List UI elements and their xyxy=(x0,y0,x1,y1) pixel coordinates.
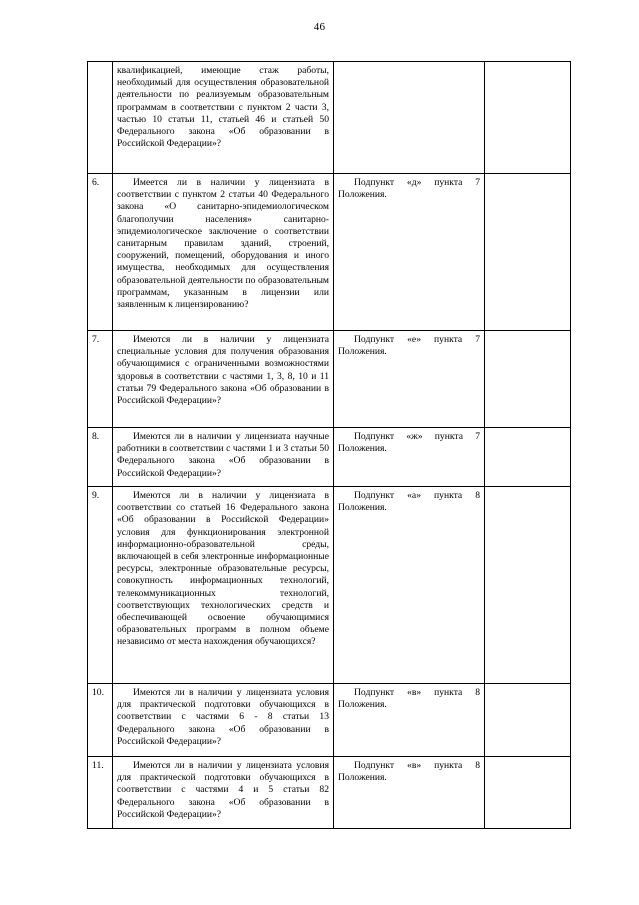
checklist-table xyxy=(87,61,571,829)
reference-text: Подпункт «в» пункта 8 Положения. xyxy=(338,760,480,784)
row-number xyxy=(88,62,113,174)
row-number: 11. xyxy=(88,757,113,829)
table-row xyxy=(88,487,571,684)
answer-cell xyxy=(485,684,571,757)
answer-cell xyxy=(485,487,571,684)
row-number: 7. xyxy=(88,331,113,428)
row-number: 6. xyxy=(88,174,113,331)
question-text: Имеются ли в наличии у лицензиата специальные условия для получения образования обучающимися с ограниченными возможностями здоровья в соответствии с частями 1, 3, 8, 10 и 11 статьи 79 Федерального закона «Об образовании в Российской Федерации»? xyxy=(117,334,329,407)
reference-cell xyxy=(334,174,485,331)
answer-cell xyxy=(485,428,571,487)
row-number: 9. xyxy=(88,487,113,684)
reference-cell xyxy=(334,331,485,428)
question-cell xyxy=(113,487,334,684)
table-row xyxy=(88,757,571,829)
question-cell xyxy=(113,331,334,428)
row-number: 8. xyxy=(88,428,113,487)
answer-cell xyxy=(485,757,571,829)
reference-text: Подпункт «в» пункта 8 Положения. xyxy=(338,687,480,711)
reference-text: Подпункт «а» пункта 8 Положения. xyxy=(338,490,480,514)
table-row xyxy=(88,62,571,174)
question-text: квалификацией, имеющие стаж работы, необходимый для осуществления образовательной деятельности по реализуемым образовательным программам в соответствии с пунктом 2 части 3, частью 10 статьи 11, статьей 46 и статьей 50 Федерального закона «Об образовании в Российской Федерации»? xyxy=(117,65,329,150)
table-row xyxy=(88,331,571,428)
reference-text: Подпункт «ж» пункта 7 Положения. xyxy=(338,431,480,455)
reference-cell xyxy=(334,428,485,487)
table-row xyxy=(88,428,571,487)
reference-cell xyxy=(334,487,485,684)
reference-cell xyxy=(334,62,485,174)
question-text: Имеется ли в наличии у лицензиата в соответствии с пунктом 2 статьи 40 Федерального закона «О санитарно-эпидемиологическом благополучии населения» санитарно-эпидемиологическое заключение о соответствии санитарным правилам зданий, строений, сооружений, помещений, оборудования и иного имущества, необходимых для осуществления образовательной деятельности по образовательным программам, указанным в лицензии или заявленным к лицензированию? xyxy=(117,177,329,311)
question-text: Имеются ли в наличии у лицензиата условия для практической подготовки обучающихся в соответствии с частями 4 и 5 статьи 82 Федерального закона «Об образовании в Российской Федерации»? xyxy=(117,760,329,820)
question-cell xyxy=(113,174,334,331)
row-number: 10. xyxy=(88,684,113,757)
reference-text: Подпункт «д» пункта 7 Положения. xyxy=(338,177,480,201)
page-number: 46 xyxy=(313,21,326,33)
question-cell xyxy=(113,428,334,487)
question-cell xyxy=(113,757,334,829)
question-text: Имеются ли в наличии у лицензиата условия для практической подготовки обучающихся в соответствии с частями 6 - 8 статьи 13 Федерального закона «Об образовании в Российской Федерации»? xyxy=(117,687,329,747)
answer-cell xyxy=(485,62,571,174)
answer-cell xyxy=(485,174,571,331)
reference-text: Подпункт «е» пункта 7 Положения. xyxy=(338,334,480,358)
reference-cell xyxy=(334,684,485,757)
question-text: Имеются ли в наличии у лицензиата в соответствии со статьей 16 Федерального закона «Об образовании в Российской Федерации» условия для функционирования электронной информационно-образовательной среды, включающей в себя электронные информационные ресурсы, электронные образовательные ресурсы, совокупность информационных технологий, телекоммуникационных технологий, соответствующих технологических средств и обеспечивающей освоение обучающимися образовательных программ в полном объеме независимо от места нахождения обучающихся? xyxy=(117,490,329,648)
question-cell xyxy=(113,62,334,174)
answer-cell xyxy=(485,331,571,428)
question-text: Имеются ли в наличии у лицензиата научные работники в соответствии с частями 1 и 3 статьи 50 Федерального закона «Об образовании в Российской Федерации»? xyxy=(117,431,329,479)
reference-cell xyxy=(334,757,485,829)
table-row xyxy=(88,174,571,331)
table-row xyxy=(88,684,571,757)
question-cell xyxy=(113,684,334,757)
